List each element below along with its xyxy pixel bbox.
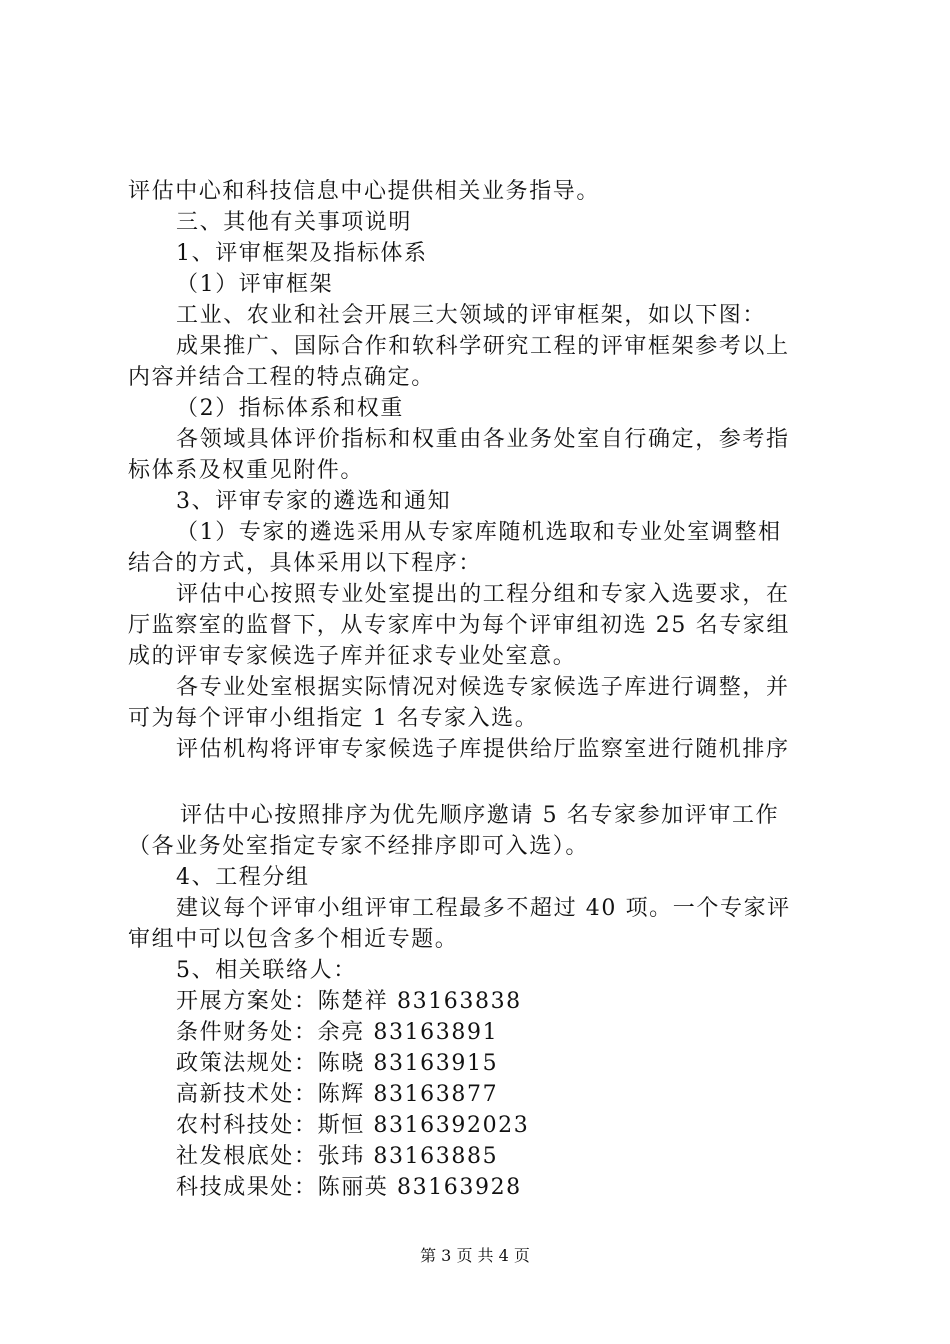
text-line: 成的评审专家候选子库并征求专业处室意。	[128, 644, 577, 669]
contact-line: 科技成果处：陈丽英 83163928	[176, 1175, 522, 1200]
text-line: 可为每个评审小组指定 1 名专家入选。	[128, 706, 539, 731]
text-line: 各领域具体评价指标和权重由各业务处室自行确定，参考指	[176, 427, 790, 452]
text-line: 成果推广、国际合作和软科学研究工程的评审框架参考以上	[176, 334, 790, 359]
subsection-heading: 5、相关联络人：	[176, 958, 357, 983]
subsection-heading: （2）指标体系和权重	[176, 396, 404, 421]
text-line: 评估中心和科技信息中心提供相关业务指导。	[128, 179, 601, 204]
subsection-heading: 1、评审框架及指标体系	[176, 241, 428, 266]
text-line: 结合的方式，具体采用以下程序：	[128, 551, 483, 576]
text-line: （1）专家的遴选采用从专家库随机选取和专业处室调整相	[176, 520, 782, 545]
contact-line: 高新技术处：陈辉 83163877	[176, 1082, 499, 1107]
text-line: 建议每个评审小组评审工程最多不超过 40 项。一个专家评	[176, 896, 791, 921]
text-line: 评估中心按照专业处室提出的工程分组和专家入选要求，在	[176, 582, 790, 607]
text-line: （各业务处室指定专家不经排序即可入选）。	[128, 834, 590, 859]
section-heading: 三、其他有关事项说明	[176, 210, 413, 235]
subsection-heading: 4、工程分组	[176, 865, 310, 890]
text-line: 内容并结合工程的特点确定。	[128, 365, 435, 390]
page-number-footer: 第 3 页 共 4 页	[420, 1246, 530, 1265]
subsection-heading: 3、评审专家的遴选和通知	[176, 489, 452, 514]
text-line: 审组中可以包含多个相近专题。	[128, 927, 459, 952]
contact-line: 条件财务处：余亮 83163891	[176, 1020, 499, 1045]
text-line: 各专业处室根据实际情况对候选专家候选子库进行调整，并	[176, 675, 790, 700]
text-line: 工业、农业和社会开展三大领域的评审框架，如以下图：	[176, 303, 767, 328]
text-line: 评估中心按照排序为优先顺序邀请 5 名专家参加评审工作	[180, 803, 780, 828]
contact-line: 社发根底处：张玮 83163885	[176, 1144, 499, 1169]
text-line: 标体系及权重见附件。	[128, 458, 365, 483]
text-line: 厅监察室的监督下，从专家库中为每个评审组初选 25 名专家组	[128, 613, 790, 638]
contact-line: 农村科技处：斯恒 8316392023	[176, 1113, 530, 1138]
subsection-heading: （1）评审框架	[176, 272, 334, 297]
contact-line: 开展方案处：陈楚祥 83163838	[176, 989, 522, 1014]
text-line: 评估机构将评审专家候选子库提供给厅监察室进行随机排序	[176, 737, 790, 762]
contact-line: 政策法规处：陈晓 83163915	[176, 1051, 499, 1076]
